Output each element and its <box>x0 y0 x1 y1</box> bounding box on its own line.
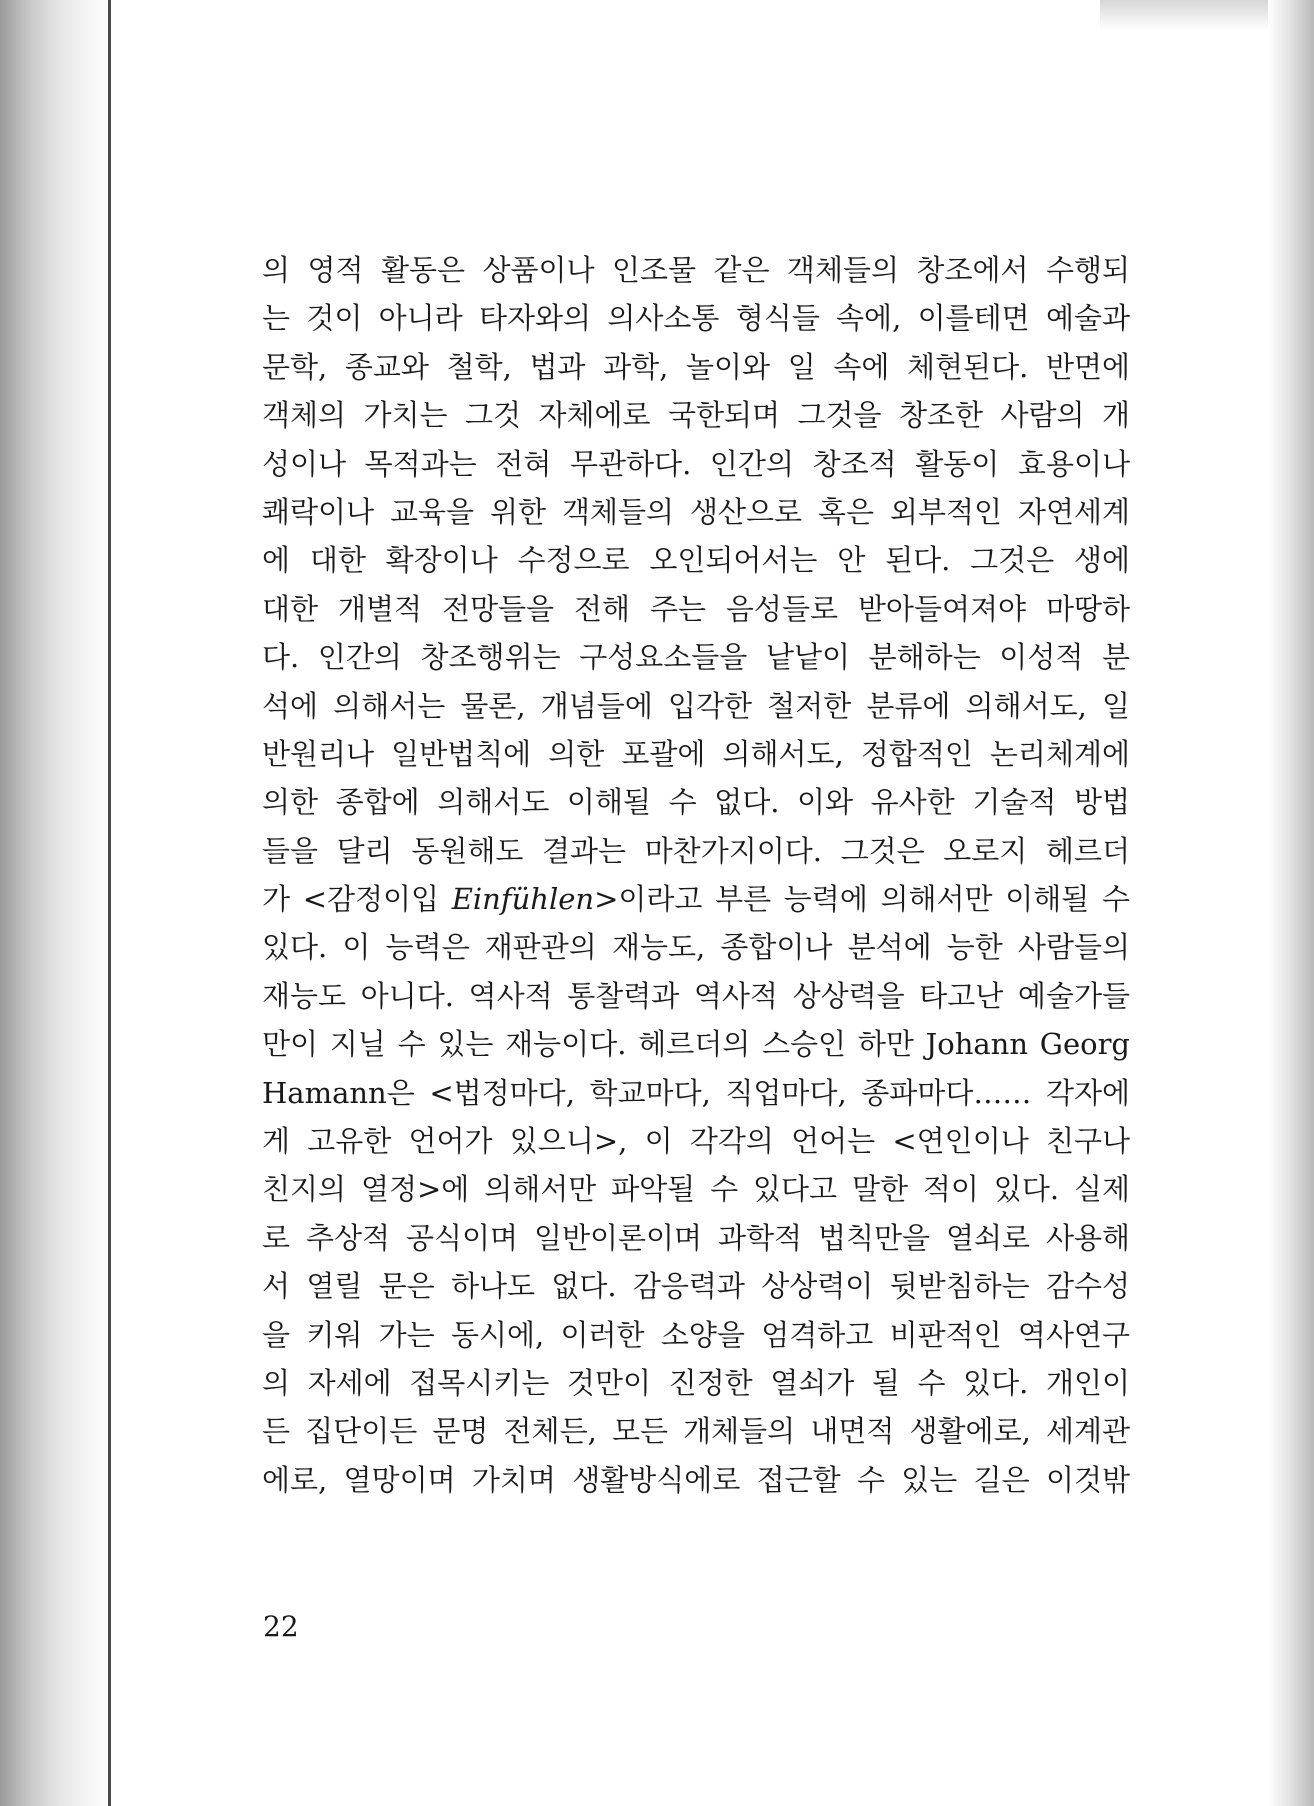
text-line: 의 자세에 접목시키는 것만이 진정한 열쇠가 될 수 있다. 개인이 <box>262 1365 1130 1400</box>
text-line: 있다. 이 능력은 재판관의 재능도, 종합이나 분석에 능한 사람들의 <box>262 930 1130 965</box>
text-line: 로 추상적 공식이며 일반이론이며 과학적 법칙만을 열쇠로 사용해 <box>262 1220 1130 1255</box>
text-line: 재능도 아니다. 역사적 통찰력과 역사적 상상력을 타고난 예술가들 <box>262 978 1130 1013</box>
text-line: 의 영적 활동은 상품이나 인조물 같은 객체들의 창조에서 수행되 <box>262 253 1130 287</box>
text-line: 석에 의해서는 물론, 개념들에 입각한 철저한 분류에 의해서도, 일 <box>262 688 1130 723</box>
text-line: 쾌락이나 교육을 위한 객체들의 생산으로 혹은 외부적인 자연세계 <box>262 494 1130 529</box>
text-line: 에로, 열망이며 가치며 생활방식에로 접근할 수 있는 길은 이것밖 <box>262 1462 1130 1497</box>
text-line: 에 대한 확장이나 수정으로 오인되어서는 안 된다. 그것은 생에 <box>262 543 1130 578</box>
text-line: 는 것이 아니라 타자와의 의사소통 형식들 속에, 이를테면 예술과 <box>262 301 1130 336</box>
text-line: 객체의 가치는 그것 자체에로 국한되며 그것을 창조한 사람의 개 <box>262 398 1130 433</box>
text-line: 반원리나 일반법칙에 의한 포괄에 의해서도, 정합적인 논리체계에 <box>262 736 1130 771</box>
text-line: 든 집단이든 문명 전체든, 모든 개체들의 내면적 생활에로, 세계관 <box>262 1414 1130 1449</box>
text-line: Hamann은 <법정마다, 학교마다, 직업마다, 종파마다…… 각자에 <box>262 1075 1130 1110</box>
text-line: 을 키워 가는 동시에, 이러한 소양을 엄격하고 비판적인 역사연구 <box>262 1317 1130 1352</box>
text-line: 서 열릴 문은 하나도 없다. 감응력과 상상력이 뒷받침하는 감수성 <box>262 1269 1130 1304</box>
italic-term: Einfühlen <box>451 882 595 917</box>
text-line: 친지의 열정>에 의해서만 파악될 수 있다고 말한 적이 있다. 실제 <box>262 1172 1130 1207</box>
page-left-edge <box>108 0 111 1806</box>
text-line: 가 <감정이입 Einfühlen>이라고 부른 능력에 의해서만 이해될 수 <box>262 882 1130 917</box>
page-right-shadow <box>1268 0 1314 1806</box>
text-line: 성이나 목적과는 전혀 무관하다. 인간의 창조적 활동이 효용이나 <box>262 446 1130 481</box>
text-line: 들을 달리 동원해도 결과는 마찬가지이다. 그것은 오로지 헤르더 <box>262 833 1130 868</box>
text-line: 문학, 종교와 철학, 법과 과학, 놀이와 일 속에 체현된다. 반면에 <box>262 349 1130 384</box>
text-line: 만이 지닐 수 있는 재능이다. 헤르더의 스승인 하만 Johann Georg <box>262 1027 1130 1062</box>
text-line: 대한 개별적 전망들을 전해 주는 음성들로 받아들여져야 마땅하 <box>262 591 1130 626</box>
page-number: 22 <box>263 1610 299 1643</box>
text-line: 의한 종합에 의해서도 이해될 수 없다. 이와 유사한 기술적 방법 <box>262 785 1130 820</box>
body-text <box>262 246 1130 1504</box>
text-line: 게 고유한 언어가 있으니>, 이 각각의 언어는 <연인이나 친구나 <box>262 1124 1130 1159</box>
spine-shadow <box>0 0 112 1806</box>
text-line: 다. 인간의 창조행위는 구성요소들을 낱낱이 분해하는 이성적 분 <box>262 640 1130 675</box>
